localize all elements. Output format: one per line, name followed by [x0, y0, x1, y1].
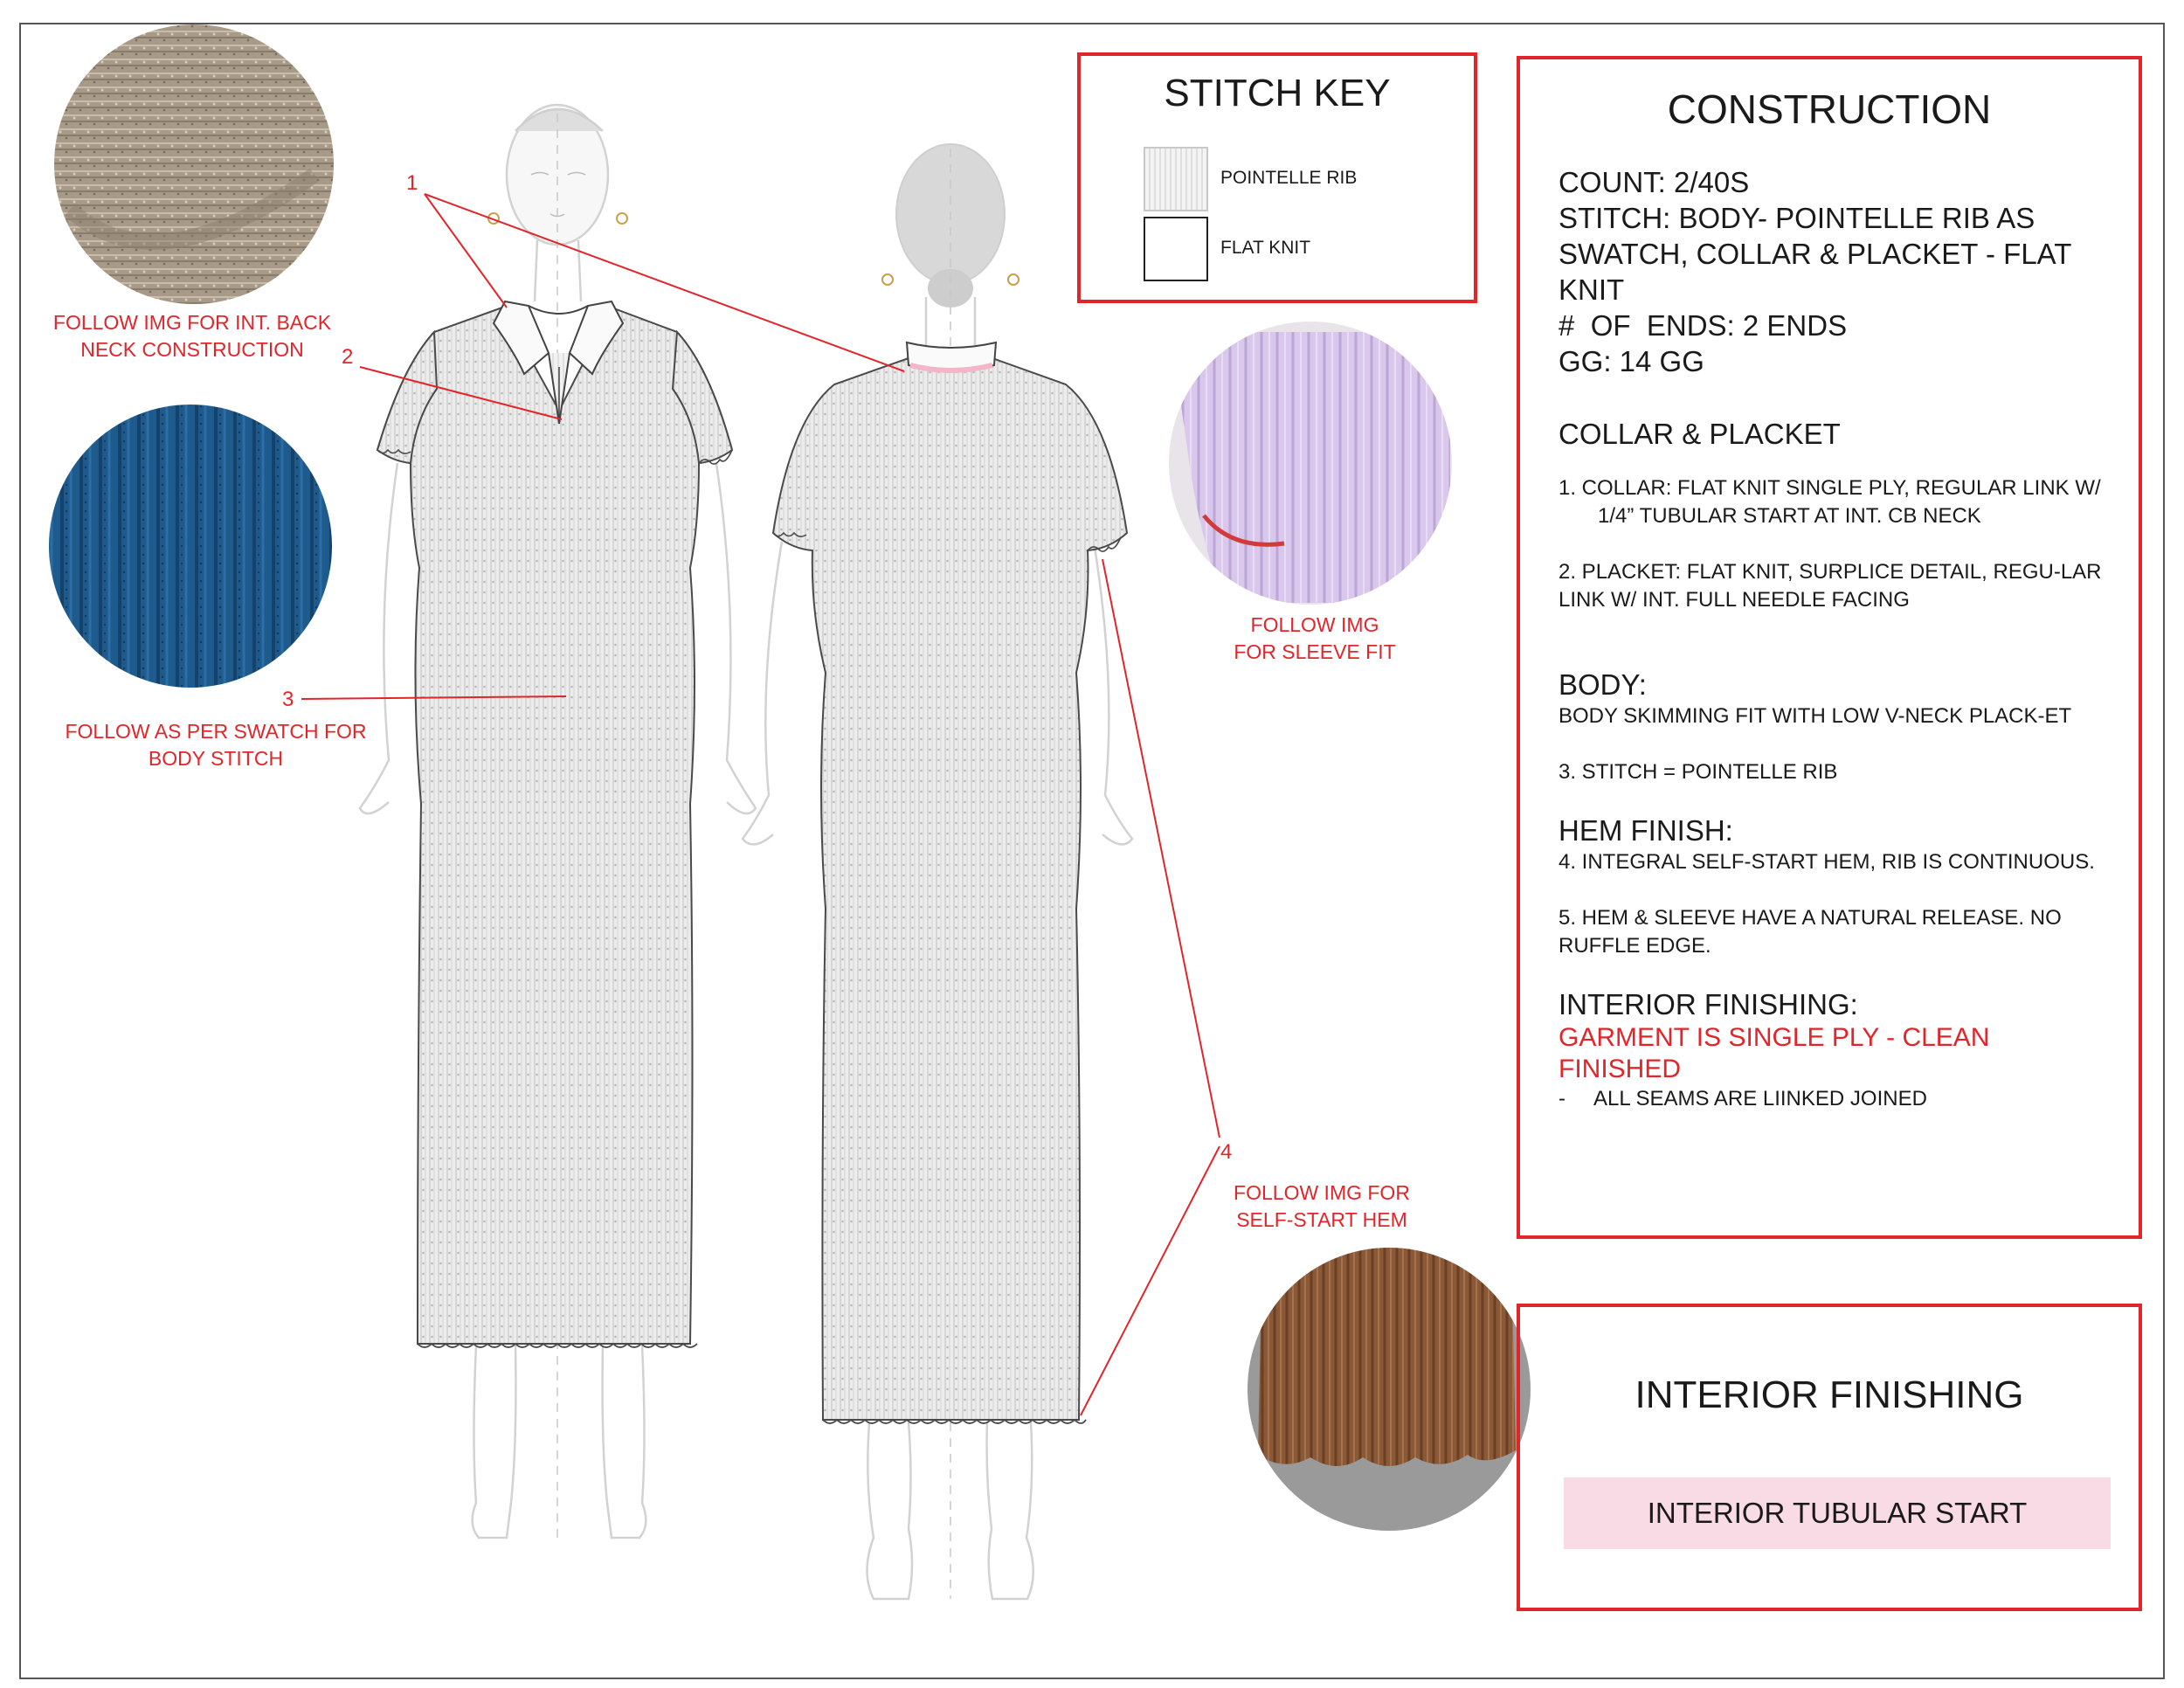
- hem-item-5: 5. HEM & SLEEVE HAVE A NATURAL RELEASE. NO RUFFLE EDGE.: [1559, 906, 2062, 958]
- collar-item-1: 1. COLLAR: FLAT KNIT SINGLE PLY, REGULAR LINK W/ 1/4” TUBULAR START AT INT. CB NECK: [1559, 476, 2101, 528]
- interior-finishing-title: INTERIOR FINISHING: [1635, 1373, 2024, 1416]
- callout-number-1: 1: [406, 171, 418, 195]
- body-heading: BODY:: [1559, 668, 1647, 701]
- hem-item-4: 4. INTEGRAL SELF-START HEM, RIB IS CONTINUOUS.: [1559, 850, 2095, 874]
- callout-number-2: 2: [342, 345, 354, 369]
- body-text: BODY SKIMMING FIT WITH LOW V-NECK PLACK-ET: [1559, 704, 2072, 728]
- note-sleeve-fit: FOLLOW IMG FOR SLEEVE FIT: [1234, 613, 1396, 663]
- interior-note: GARMENT IS SINGLE PLY - CLEAN FINISHED: [1559, 1023, 1990, 1083]
- flat-knit-swatch: [1144, 217, 1208, 281]
- callout-number-3: 3: [282, 688, 294, 711]
- placket-item-2: 2. PLACKET: FLAT KNIT, SURPLICE DETAIL, REGU-LAR LINK W/ INT. FULL NEEDLE FACING: [1559, 560, 2102, 612]
- interior-heading: INTERIOR FINISHING:: [1559, 988, 1858, 1020]
- hem-heading: HEM FINISH:: [1559, 814, 1733, 847]
- interior-bullet: - ALL SEAMS ARE LIINKED JOINED: [1559, 1087, 1927, 1110]
- body-stitch: 3. STITCH = POINTELLE RIB: [1559, 760, 1838, 784]
- swatch-body-stitch: [49, 405, 332, 688]
- note-back-neck: FOLLOW IMG FOR INT. BACK NECK CONSTRUCTION: [52, 311, 332, 361]
- stitch-key-box: [1077, 52, 1477, 303]
- construction-title: CONSTRUCTION: [1667, 86, 1992, 132]
- back-figure: [743, 144, 1132, 1599]
- pointelle-rib-swatch: [1144, 147, 1208, 211]
- front-figure: [360, 105, 756, 1538]
- spec-stitch: STITCH: BODY- POINTELLE RIB AS SWATCH, COLLAR & PLACKET - FLAT KNIT: [1559, 202, 2071, 306]
- interior-tubular-start-tag: INTERIOR TUBULAR START: [1564, 1477, 2111, 1549]
- note-self-start-hem: FOLLOW IMG FOR SELF-START HEM: [1234, 1181, 1410, 1231]
- callout-number-4: 4: [1220, 1140, 1233, 1164]
- note-body-stitch: FOLLOW AS PER SWATCH FOR BODY STITCH: [65, 720, 367, 770]
- swatch-sleeve-fit: [1169, 322, 1452, 605]
- spec-gauge: GG: 14 GG: [1559, 345, 1704, 377]
- construction-box: [1517, 56, 2142, 1239]
- spec-ends: # OF ENDS: 2 ENDS: [1559, 309, 1848, 342]
- stitch-key-title: STITCH KEY: [1164, 72, 1391, 114]
- swatch-self-start-hem: [1248, 1241, 1531, 1531]
- pointelle-rib-label: POINTELLE RIB: [1220, 168, 1358, 188]
- interior-finishing-box: [1517, 1304, 2142, 1611]
- construction-body: [1559, 164, 2118, 1113]
- flat-knit-label: FLAT KNIT: [1220, 238, 1311, 258]
- collar-heading: COLLAR & PLACKET: [1559, 418, 1841, 450]
- spec-count: COUNT: 2/40S: [1559, 166, 1750, 198]
- swatch-back-neck: [54, 24, 334, 304]
